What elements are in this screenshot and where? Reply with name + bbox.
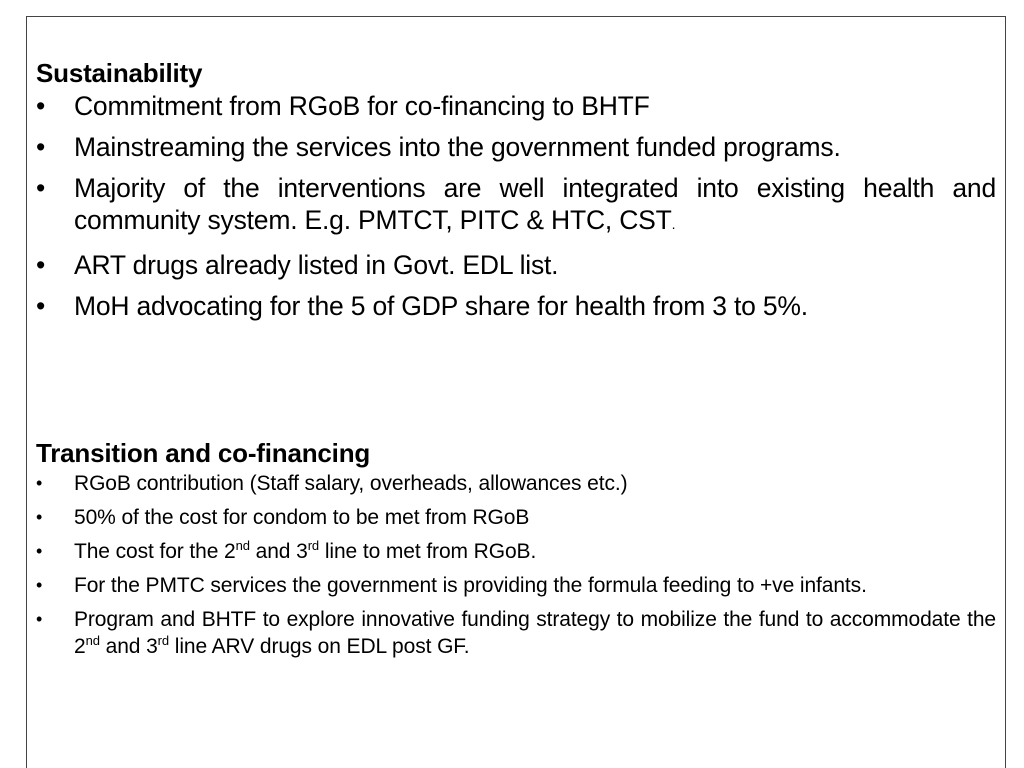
bullet-icon: • bbox=[36, 541, 43, 561]
transition-list bbox=[36, 470, 996, 660]
text-part: Program and BHTF to explore innovative funding strategy to mobilize the fund to accommodate the 2 bbox=[74, 608, 996, 658]
list-item-text: RGoB contribution (Staff salary, overheads, allowances etc.) bbox=[74, 472, 628, 495]
list-item-text: ART drugs already listed in Govt. EDL list. bbox=[74, 250, 559, 280]
transition-section bbox=[36, 436, 996, 667]
bullet-icon: • bbox=[36, 575, 43, 595]
ordinal-suffix: rd bbox=[307, 538, 320, 553]
list-item-text: Commitment from RGoB for co-financing to BHTF bbox=[74, 91, 650, 121]
ordinal-suffix: nd bbox=[235, 538, 250, 553]
list-item-text bbox=[74, 540, 536, 563]
list-item bbox=[36, 504, 996, 531]
list-item-text: For the PMTC services the government is providing the formula feeding to +ve infants. bbox=[74, 574, 867, 597]
sustainability-section bbox=[36, 56, 996, 331]
bullet-icon: • bbox=[36, 473, 43, 493]
list-item bbox=[36, 172, 996, 240]
list-item bbox=[36, 606, 996, 660]
transition-heading: Transition and co-financing bbox=[36, 438, 371, 468]
bullet-icon: • bbox=[36, 609, 43, 629]
list-item-text: Mainstreaming the services into the government funded programs. bbox=[74, 132, 841, 162]
list-item bbox=[36, 131, 996, 163]
bullet-icon: • bbox=[36, 91, 46, 121]
list-item-text: Majority of the interventions are well integrated into existing health and community system. E.g. PMTCT, PITC & HTC, CST bbox=[74, 173, 996, 235]
ordinal-suffix: nd bbox=[85, 633, 100, 648]
text-part: line to met from RGoB. bbox=[319, 540, 537, 563]
list-item-text: 50% of the cost for condom to be met from RGoB bbox=[74, 506, 530, 529]
list-item bbox=[36, 290, 996, 322]
list-item bbox=[36, 90, 996, 122]
sustainability-list bbox=[36, 90, 996, 322]
list-item bbox=[36, 538, 996, 565]
list-item bbox=[36, 572, 996, 599]
bullet-icon: • bbox=[36, 507, 43, 527]
list-item bbox=[36, 470, 996, 497]
bullet-icon: • bbox=[36, 132, 46, 162]
text-part: and 3 bbox=[249, 540, 308, 563]
text-part: The cost for the 2 bbox=[74, 540, 236, 563]
text-part: and 3 bbox=[99, 635, 158, 658]
list-item bbox=[36, 249, 996, 281]
list-item-text bbox=[74, 608, 996, 658]
ordinal-suffix: rd bbox=[157, 633, 170, 648]
bullet-icon: • bbox=[36, 173, 46, 203]
list-item-text: MoH advocating for the 5 of GDP share for health from 3 to 5%. bbox=[74, 291, 808, 321]
text-part: line ARV drugs on EDL post GF. bbox=[169, 635, 470, 658]
trailing-period: . bbox=[671, 216, 676, 232]
bullet-icon: • bbox=[36, 291, 46, 321]
sustainability-heading: Sustainability bbox=[36, 58, 203, 88]
bullet-icon: • bbox=[36, 250, 46, 280]
